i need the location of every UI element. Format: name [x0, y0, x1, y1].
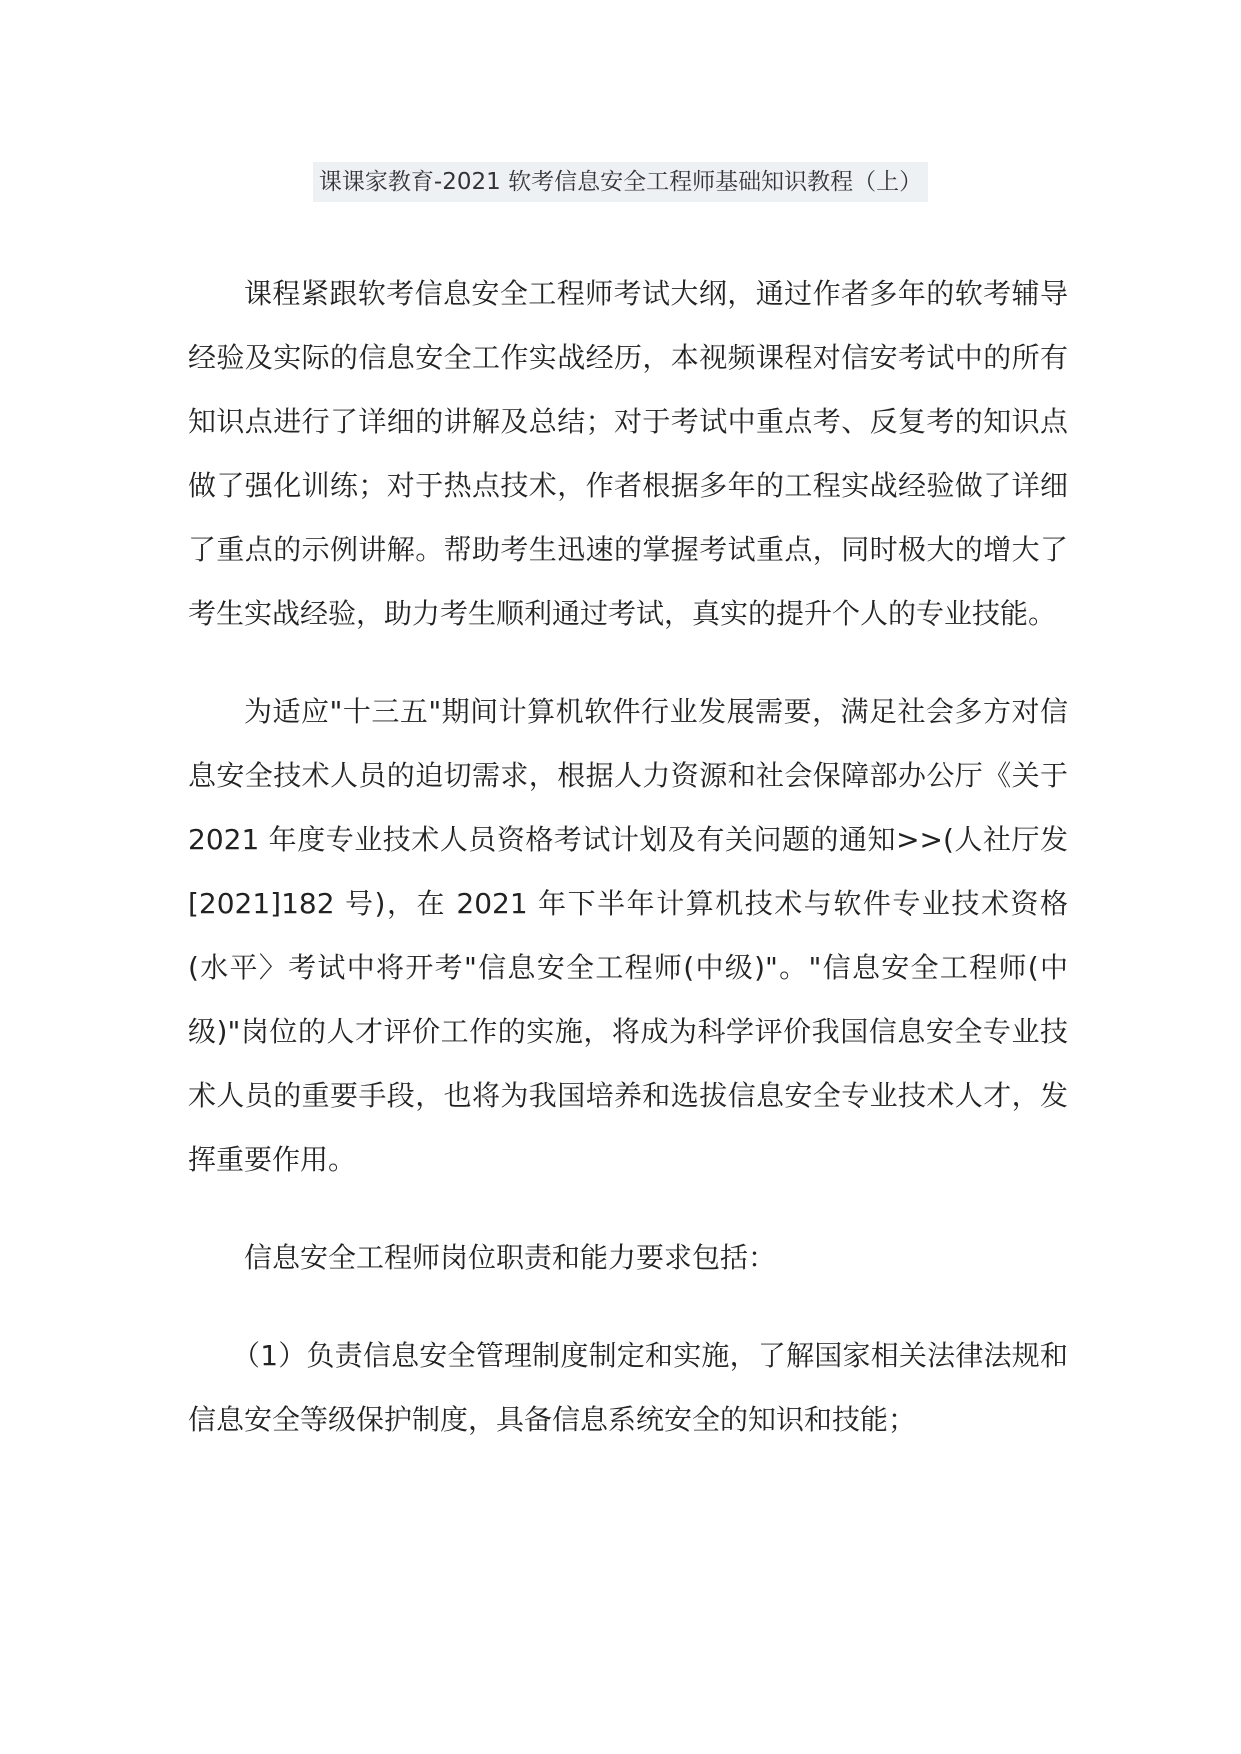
paragraph-course-intro: 课程紧跟软考信息安全工程师考试大纲，通过作者多年的软考辅导经验及实际的信息安全工作实战经历，本视频课程对信安考试中的所有知识点进行了详细的讲解及总结；对于考试中重点考、反复考的知识点做了强化训练；对于热点技术，作者根据多年的工程实战经验做了详细了重点的示例讲解。帮助考生迅速的掌握考试重点，同时极大的增大了考生实战经验，助力考生顺利通过考试，真实的提升个人的专业技能。 — [188, 277, 1068, 630]
title-container — [0, 162, 1241, 202]
paragraph-exam-background: 为适应"十三五"期间计算机软件行业发展需要，满足社会多方对信息安全技术人员的迫切需求，根据人力资源和社会保障部办公厅《关于 2021 年度专业技术人员资格考试计划及有关问题的通知>>(人社厅发[2021]182 号)，在 2021 年下半年计算机技术与软件专业技术资格(水平〉考试中将开考"信息安全工程师(中级)"。"信息安全工程师(中级)"岗位的人才评价工作的实施，将成为科学评价我国信息安全专业技术人员的重要手段，也将为我国培养和选拔信息安全专业技术人才，发挥重要作用。 — [188, 695, 1068, 1176]
paragraph-responsibility-item-1: （1）负责信息安全管理制度制定和实施，了解国家相关法律法规和信息安全等级保护制度，具备信息系统安全的知识和技能； — [188, 1339, 1068, 1436]
document-title: 课课家教育-2021 软考信息安全工程师基础知识教程（上） — [313, 162, 928, 202]
paragraph-responsibilities-heading: 信息安全工程师岗位职责和能力要求包括： — [244, 1241, 777, 1274]
document-body — [188, 262, 1068, 1452]
